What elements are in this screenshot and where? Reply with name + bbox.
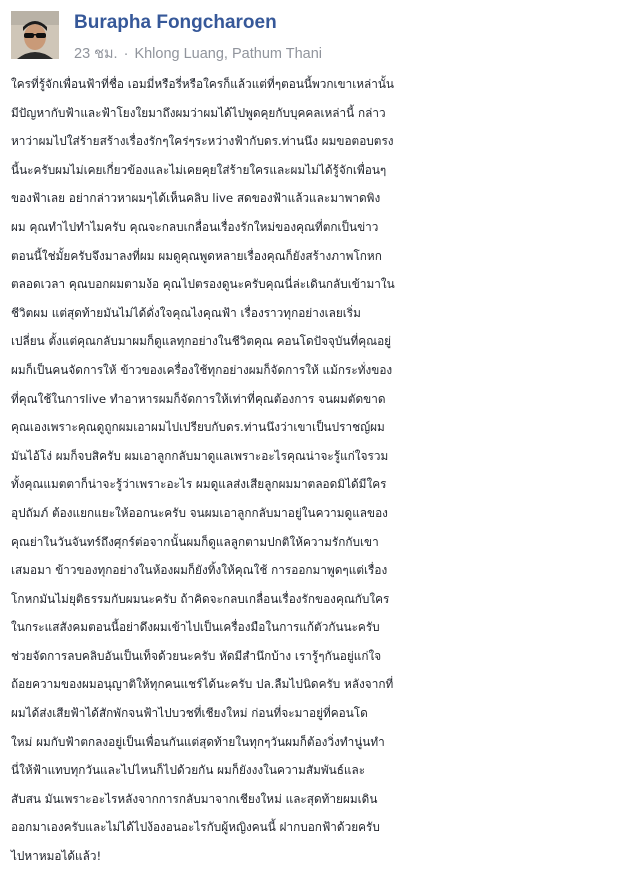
post-text-line: ผม คุณทำไปทำไมครับ คุณจะกลบเกลื่อนเรื่องรักใหม่ของคุณที่ตกเป็นข่าว xyxy=(11,219,379,234)
post-meta xyxy=(74,42,322,65)
post-text-line: ทั้งคุณแมตตาก็น่าจะรู้ว่าเพราะอะไร ผมดูแลส่งเสียลูกผมมาตลอดมิได้มีใคร xyxy=(11,477,387,492)
post-body xyxy=(11,70,635,871)
post-time[interactable]: 23 ชม. xyxy=(74,46,118,62)
post-text-line: เปลี่ยน ตั้งแต่คุณกลับมาผมก็ดูแลทุกอย่างในชีวิตคุณ คอนโดปัจจุบันที่คุณอยู่ xyxy=(11,334,392,349)
post-text-line: อุปถัมภ์ ต้องแยกแยะให้ออกนะครับ จนผมเอาลูกกลับมาอยู่ในความดูแลของ xyxy=(11,505,388,520)
post-text-line: คุณย่าในวันจันทร์ถึงศุกร์ต่อจากนั้นผมก็ดูแลลูกตามปกติให้ความรักกับเขา xyxy=(11,534,379,549)
post-header xyxy=(11,0,632,70)
meta-separator: · xyxy=(123,45,129,62)
post-text-line: มีปัญหากับฟ้าและฟ้าโยงใยมาถึงผมว่าผมได้ไปพูดคุยกับบุคคลเหล่านี้ กล่าว xyxy=(11,105,386,120)
post-text-line: ไปหาหมอได้แล้ว! xyxy=(11,849,102,864)
post-text-line: ใครที่รู้จักเพื่อนฟ้าที่ชื่อ เอมมี่หรือรี่หรือใครก็แล้วแต่ที่ๆตอนนี้พวกเขาเหล่านั้น xyxy=(11,77,395,91)
post-text-line: ของฟ้าเลย อย่ากล่าวหาผมๆได้เห็นคลิบ live สดของฟ้าแล้วและมาพาดพิง xyxy=(11,191,381,206)
post-text-line: ผมก็เป็นคนจัดการให้ ข้าวของเครื่องใช้ทุกอย่างผมก็จัดการให้ แม้กระทั่งของ xyxy=(11,362,393,377)
post-text-line: เสมอมา ข้าวของทุกอย่างในห้องผมก็ยังทิ้งให้คุณใช้ การออกมาพูดๆแต่เรื่อง xyxy=(11,563,388,578)
post-text-line: นี่ให้ฟ้าแทบทุกวันและไปไหนก็ไปด้วยกัน ผมก็ยังงงในความสัมพันธ์และ xyxy=(11,763,366,778)
post-text-line: ใหม่ ผมกับฟ้าตกลงอยู่เป็นเพื่อนกันแต่สุดท้ายในทุกๆวันผมก็ต้องวิ่งทำนู่นทำ xyxy=(11,734,385,749)
post-location[interactable]: Khlong Luang, Pathum Thani xyxy=(134,45,323,62)
post-text-line: ชีวิตผม แต่สุดท้ายมันไม่ได้ดั่งใจคุณไงคุณฟ้า เรื่องราวทุกอย่างเลยเริ่ม xyxy=(11,305,361,320)
author-name[interactable]: Burapha Fongcharoen xyxy=(74,12,277,33)
post-text-line: ในกระแสสังคมตอนนี้อย่าดึงผมเข้าไปเป็นเครื่องมือในการแก้ตัวกันนะครับ xyxy=(11,620,380,635)
post-text-line: ที่คุณใช้ในการlive ทำอาหารผมก็จัดการให้เท่าที่คุณต้องการ จนผมตัดขาด xyxy=(11,391,386,406)
avatar[interactable] xyxy=(11,11,59,59)
post-text-line: ตลอดเวลา คุณบอกผมตามง้อ คุณไปตรองดูนะครับคุณนี่ล่ะเดินกลับเข้ามาใน xyxy=(11,277,395,292)
post-text-line: โกหกมันไม่ยุติธรรมกับผมนะครับ ถ้าคิดจะกลบเกลื่อนเรื่องรักของคุณกับใคร xyxy=(11,591,390,606)
post-text-line: ช่วยจัดการลบคลิบอันเป็นเท็จด้วยนะครับ หัดมีสำนึกบ้าง เรารู้ๆกันอยู่แก่ใจ xyxy=(11,648,382,663)
post-text-line: สับสน มันเพราะอะไรหลังจากการกลับมาจากเชียงใหม่ และสุดท้ายผมเดิน xyxy=(11,791,378,806)
post-text-line: ตอนนี้ใช่มั้ยครับจึงมาลงที่ผม ผมดูคุณพูดหลายเรื่องคุณก็ยังสร้างภาพโกหก xyxy=(11,248,382,263)
post-text-line: หาว่าผมไปใส่ร้ายสร้างเรื่องรักๆใคร่ๆระหว่างฟ้ากับดร.ท่านนึง ผมขอตอบตรง xyxy=(11,134,394,149)
post-text-line: นี้นะครับผมไม่เคยเกี่ยวข้องและไม่เคยคุยใส่ร้ายใครและผมไม่ได้รู้จักเพื่อนๆ xyxy=(11,162,387,177)
post-text-line: ออกมาเองครับและไม่ได้ไปง้องอนอะไรกับผู้หญิงคนนี้ ฝากบอกฟ้าด้วยครับ xyxy=(11,820,380,835)
post-text-line: มันไอ้โง่ ผมก็จบสิครับ ผมเอาลูกกลับมาดูแลเพราะอะไรคุณน่าจะรู้แก่ใจรวม xyxy=(11,448,389,463)
avatar-photo-icon xyxy=(11,11,59,59)
post-text-line: ถ้อยความของผมอนุญาติให้ทุกคนแชร์ได้นะครับ ปล.ลืมไปนิดครับ หลังจากที่ xyxy=(11,677,394,692)
post-text-line: คุณเองเพราะคุณดูถูกผมเอาผมไปเปรียบกับดร.ท่านนึงว่าเขาเป็นปราชญ์ผม xyxy=(11,420,385,435)
post-text-line: ผมได้ส่งเสียฟ้าได้สักพักจนฟ้าไปบวชที่เชียงใหม่ ก่อนที่จะมาอยู่ที่คอนโด xyxy=(11,706,368,721)
